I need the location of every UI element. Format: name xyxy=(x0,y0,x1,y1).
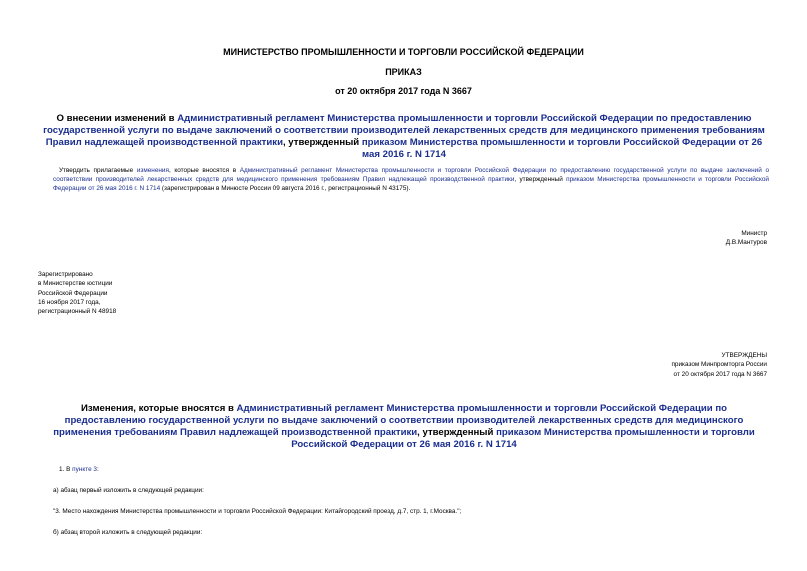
registration-line: 16 ноября 2017 года, xyxy=(38,298,101,306)
p1-changes-link[interactable]: изменения xyxy=(136,167,169,174)
registration-line: Зарегистрировано xyxy=(38,271,93,278)
item-1-text-a: 1. В xyxy=(59,466,73,473)
item-3: "3. Место нахождения Министерства промышленности и торговли Российской Федерации: Китайгородский проезд, д.7, стр. 1, г.Москва."; xyxy=(53,508,462,515)
item-2: а) абзац первый изложить в следующей редакции: xyxy=(53,487,204,494)
title-prefix: О внесении изменений в xyxy=(56,113,178,124)
approval-block xyxy=(671,351,767,379)
title-middle: , утвержденный xyxy=(282,137,362,148)
item-4: б) абзац второй изложить в следующей редакции: xyxy=(53,529,203,536)
order-title xyxy=(42,113,766,161)
signature-position: Министр xyxy=(741,230,767,237)
p1-text-c: , утвержденный xyxy=(514,176,567,184)
item-1 xyxy=(59,465,99,474)
p1-text-b: , которые вносятся в xyxy=(168,167,240,174)
changes-title xyxy=(42,403,766,451)
p1-text-a: Утвердить прилагаемые xyxy=(59,167,137,174)
registration-line: в Министерстве юстиции xyxy=(38,280,113,288)
approval-line: УТВЕРЖДЕНЫ xyxy=(721,352,767,359)
ministry-heading: МИНИСТЕРСТВО ПРОМЫШЛЕННОСТИ И ТОРГОВЛИ РОССИЙСКОЙ ФЕДЕРАЦИИ xyxy=(223,47,584,57)
changes-title-prefix: Изменения, которые вносятся в xyxy=(81,403,237,414)
signature-name: Д.В.Мантуров xyxy=(725,239,767,247)
p1-text-d: (зарегистрирован в Минюсте России 09 августа 2016 г., регистрационный N 43175). xyxy=(160,185,411,193)
p1-regulation-link[interactable]: Административный регламент Министерства промышленности и торговли Российской Федерации по предоставлению государственной услуги по выдаче заключений о соответствии производителей лекарственных средств для медицинского применения требованиям Правил надлежащей производственной практики xyxy=(53,167,770,184)
order-paragraph xyxy=(53,166,769,194)
order-type: ПРИКАЗ xyxy=(385,67,422,77)
item-1-text-b: : xyxy=(96,466,99,473)
title-regulation-link[interactable]: Административный регламент Министерства промышленности и торговли Российской Федерации по предоставлению государственной услуги по выдаче заключений о соответствии производителей лекарственных средств для медицинского применения требованиям Правил надлежащей производственной практики xyxy=(43,113,765,148)
item-1-point-link[interactable]: пункте 3 xyxy=(72,466,97,473)
signature-block xyxy=(726,229,767,248)
registration-line: регистрационный N 48918 xyxy=(38,308,117,316)
changes-title-regulation-link[interactable]: Административный регламент Министерства промышленности и торговли Российской Федерации по предоставлению государственной услуги по выдаче заключений о соответствии производителей лекарственных средств для медицинского применения требованиям Правил надлежащей производственной практики xyxy=(53,403,744,438)
registration-block xyxy=(38,270,116,316)
title-order-link[interactable]: приказом Министерства промышленности и торговли Российской Федерации от 26 мая 2016 г. N 1714 xyxy=(361,137,763,160)
registration-line: Российской Федерации xyxy=(38,289,108,297)
approval-line: приказом Минпромторга России xyxy=(671,361,767,369)
changes-title-middle: , утвержденный xyxy=(417,427,497,438)
approval-line: от 20 октября 2017 года N 3667 xyxy=(673,370,767,378)
order-date-number: от 20 октября 2017 года N 3667 xyxy=(335,86,472,96)
p1-order-link[interactable]: приказом Министерства промышленности и торговли Российской Федерации от 26 мая 2016 г. N 1714 xyxy=(53,176,769,193)
changes-title-order-link[interactable]: приказом Министерства промышленности и торговли Российской Федерации от 26 мая 2016 г. N 1714 xyxy=(291,427,755,450)
